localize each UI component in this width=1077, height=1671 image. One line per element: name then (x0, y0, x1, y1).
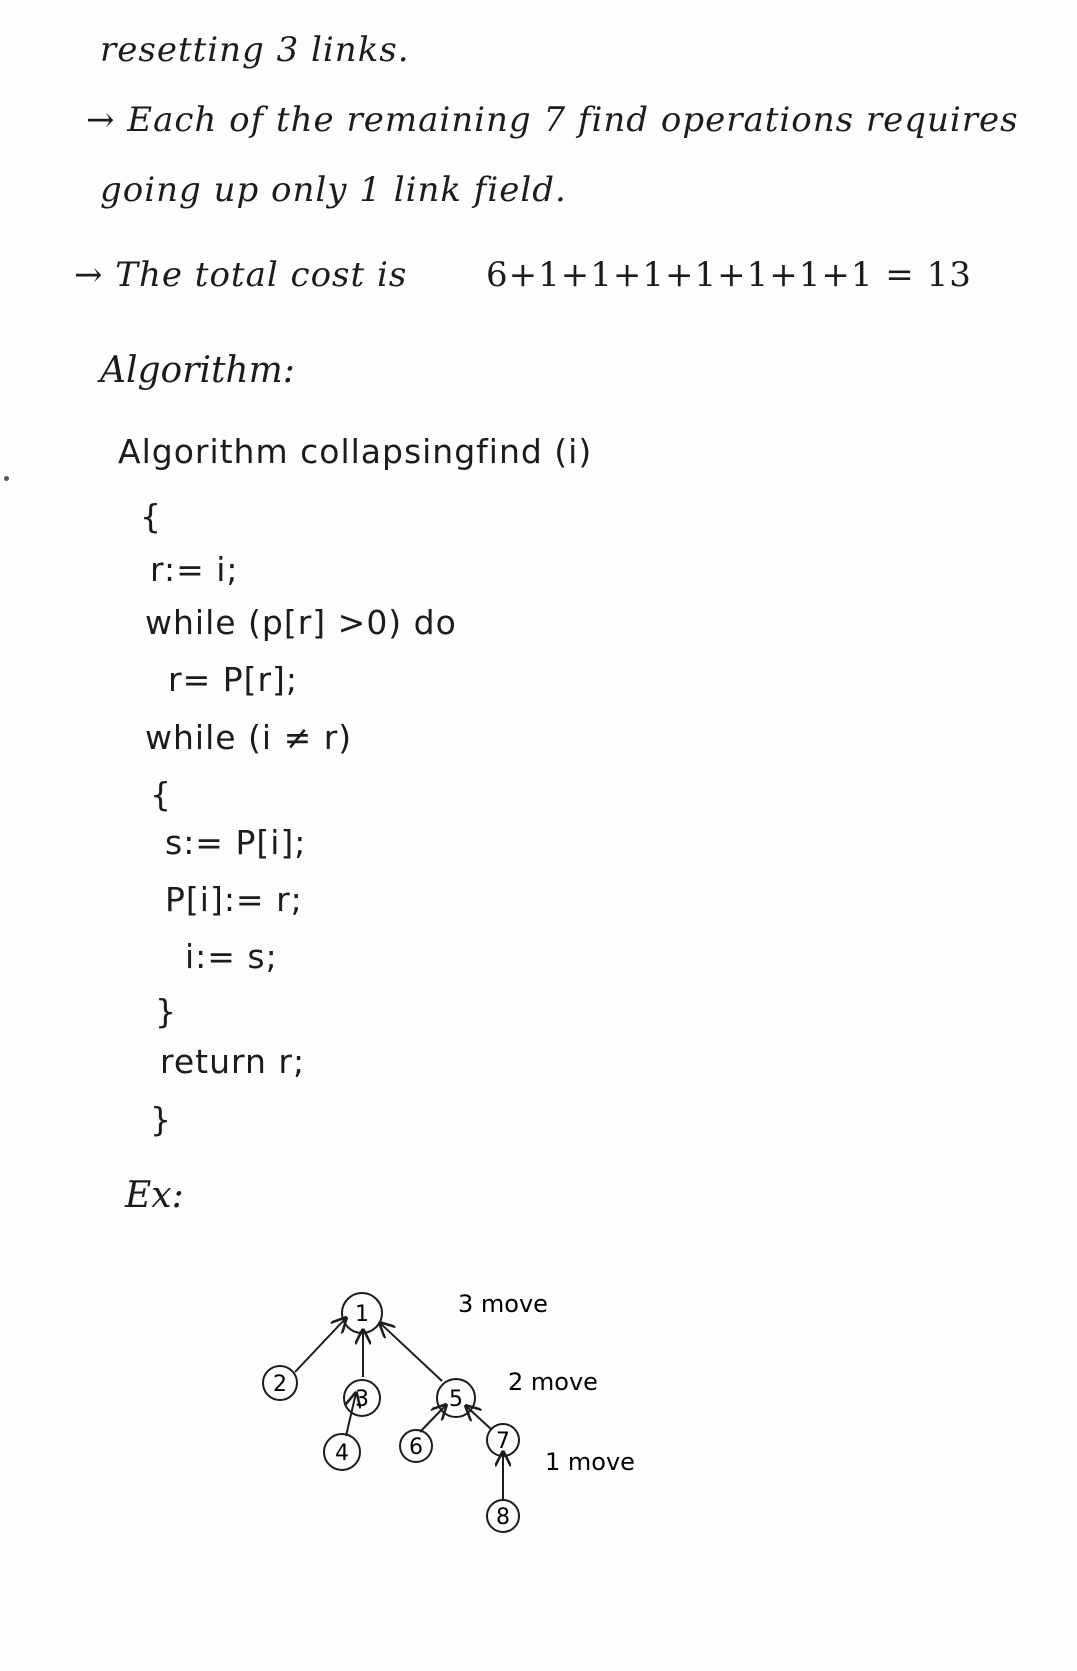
code-close-brace: } (150, 1100, 172, 1139)
note-line-resetting: resetting 3 links. (100, 30, 410, 70)
svg-text:7: 7 (496, 1429, 510, 1454)
note-line-total-cost-label: → The total cost is (74, 255, 408, 295)
tree-node-8 (487, 1500, 519, 1532)
note-line-total-cost-sum: 6+1+1+1+1+1+1+1 = 13 (486, 255, 972, 295)
note-line-remaining-find: → Each of the remaining 7 find operations requires (86, 100, 1019, 140)
margin-mark (4, 476, 9, 481)
svg-text:5: 5 (449, 1387, 463, 1412)
algorithm-signature: Algorithm collapsingfind (i) (118, 432, 593, 471)
tree-node-1 (342, 1293, 382, 1333)
edge-5-to-1 (380, 1323, 442, 1381)
svg-text:3: 3 (355, 1387, 369, 1412)
tree-node-3 (344, 1380, 380, 1416)
code-assign-s: s:= P[i]; (165, 823, 307, 862)
annotation-1-move: 1 move (545, 1448, 635, 1476)
edge-2-to-1 (295, 1318, 346, 1372)
svg-text:2: 2 (273, 1372, 287, 1397)
code-assign-pi: P[i]:= r; (165, 880, 303, 919)
note-line-going-up: going up only 1 link field. (100, 170, 567, 210)
svg-text:6: 6 (409, 1435, 423, 1460)
tree-node-5 (437, 1379, 475, 1417)
code-r-parent: r= P[r]; (168, 660, 299, 699)
code-while-i-not-r: while (i ≠ r) (145, 718, 353, 757)
tree-node-6 (400, 1430, 432, 1462)
example-tree-diagram (250, 1260, 700, 1590)
code-while-parent: while (p[r] >0) do (145, 603, 457, 642)
svg-text:4: 4 (335, 1441, 349, 1466)
svg-text:8: 8 (496, 1505, 510, 1530)
example-label: Ex: (125, 1175, 184, 1216)
code-inner-close-brace: } (155, 992, 177, 1031)
code-open-brace: { (140, 497, 162, 536)
tree-node-4 (324, 1434, 360, 1470)
annotation-3-move: 3 move (458, 1290, 548, 1318)
tree-node-7 (487, 1424, 519, 1456)
edge-6-to-5 (420, 1405, 446, 1432)
code-inner-open-brace: { (150, 775, 172, 814)
code-assign-i: i:= s; (185, 937, 278, 976)
code-return: return r; (160, 1042, 306, 1081)
tree-node-2 (263, 1366, 297, 1400)
annotation-2-move: 2 move (508, 1368, 598, 1396)
algorithm-heading: Algorithm: (100, 350, 295, 391)
svg-text:1: 1 (355, 1302, 369, 1327)
code-assign-r: r:= i; (150, 550, 239, 589)
